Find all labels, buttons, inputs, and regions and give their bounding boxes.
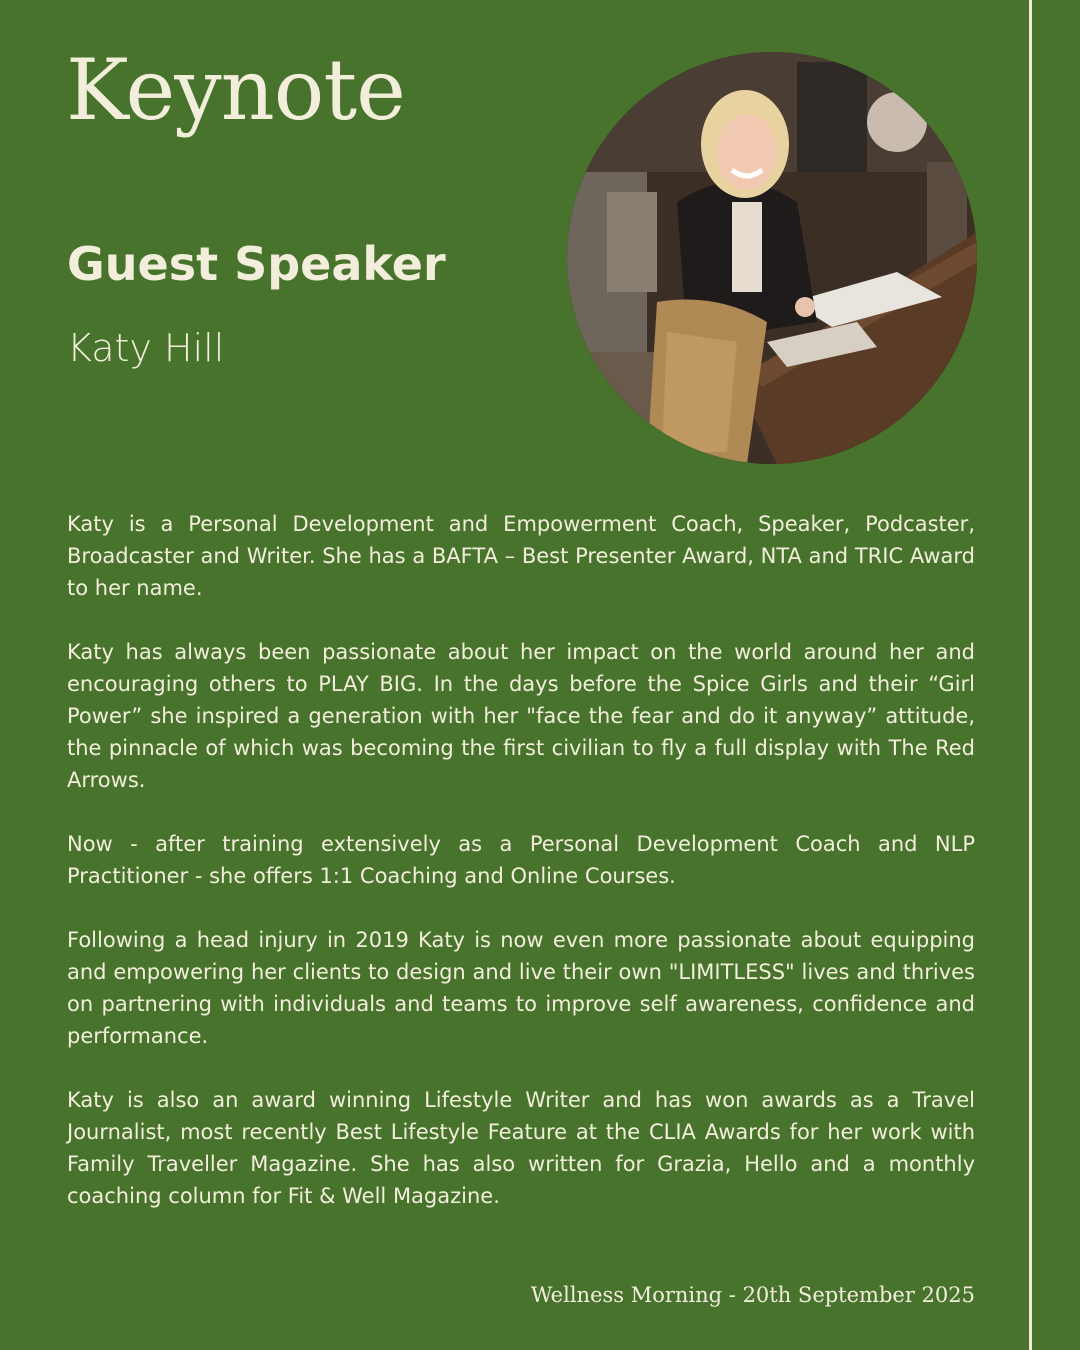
bio-paragraph: Following a head injury in 2019 Katy is now even more passionate about equipping and empowering her clients to design and live their own "LIMITLESS" lives and thrives on partnering with individuals and teams to improve self awareness, confidence and performance. <box>67 928 975 1048</box>
right-edge-line <box>1029 0 1032 1350</box>
bio-paragraph: Katy has always been passionate about her impact on the world around her and encouraging others to PLAY BIG. In the days before the Spice Girls and their “Girl Power” she inspired a generation with her "face the fear and do it anyway” attitude, the pinnacle of which was becoming the first civilian to fly a full display with The Red Arrows. <box>67 640 975 792</box>
speaker-bio <box>67 508 975 1244</box>
speaker-name: Katy Hill <box>67 326 225 370</box>
bio-paragraph: Katy is a Personal Development and Empowerment Coach, Speaker, Podcaster, Broadcaster and Writer. She has a BAFTA – Best Presenter Award, NTA and TRIC Award to her name. <box>67 512 975 600</box>
bio-paragraph: Katy is also an award winning Lifestyle Writer and has won awards as a Travel Journalist, most recently Best Lifestyle Feature at the CLIA Awards for her work with Family Traveller Magazine. She has also written for Grazia, Hello and a monthly coaching column for Fit & Well Magazine. <box>67 1088 975 1208</box>
event-footer: Wellness Morning - 20th September 2025 <box>530 1283 975 1307</box>
bio-paragraph: Now - after training extensively as a Personal Development Coach and NLP Practitioner - she offers 1:1 Coaching and Online Courses. <box>67 832 975 888</box>
page-title: Keynote <box>66 41 405 139</box>
guest-speaker-heading: Guest Speaker <box>67 237 446 291</box>
speaker-photo <box>567 52 977 464</box>
